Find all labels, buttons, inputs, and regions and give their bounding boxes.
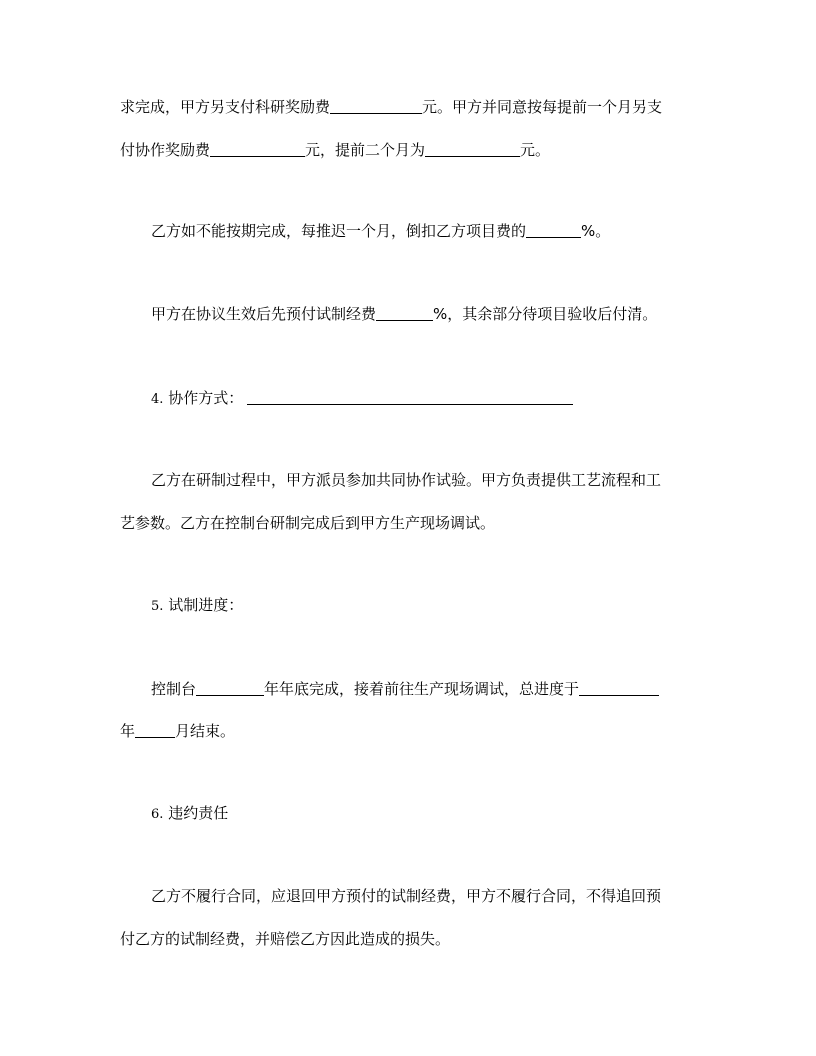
- blank-total-schedule-year: [579, 681, 659, 696]
- paragraph-cooperation-line-1: [151, 470, 661, 490]
- paragraph-cooperation-line-2: [120, 513, 495, 533]
- paragraph-prepayment: [151, 304, 657, 324]
- blank-penalty-percent: [526, 223, 581, 238]
- blank-prepayment-percent: [376, 306, 433, 321]
- text: 元。: [520, 141, 551, 159]
- blank-end-month: [135, 723, 175, 738]
- text: 月结束。: [175, 722, 236, 740]
- text: 元，提前二个月为: [305, 141, 426, 159]
- text: 乙方在研制过程中，甲方派员参加共同协作试验。甲方负责提供工艺流程和工: [151, 471, 662, 489]
- paragraph-penalty: [151, 221, 610, 241]
- section-number: 4.: [151, 392, 164, 407]
- paragraph-reward-line-1: [120, 97, 662, 117]
- section-label: 试制进度：: [168, 596, 244, 614]
- section-4-heading: [151, 388, 573, 410]
- blank-completion-year: [196, 681, 264, 696]
- paragraph-liability-line-2: [120, 929, 450, 949]
- section-6-heading: [151, 803, 228, 825]
- blank-two-month-amount: [425, 142, 520, 157]
- text: 付乙方的试制经费，并赔偿乙方因此造成的损失。: [120, 930, 451, 948]
- paragraph-schedule-line-1: [151, 679, 659, 699]
- blank-cooperation-reward-amount: [210, 142, 305, 157]
- text: 年: [120, 722, 136, 740]
- section-label: 违约责任: [168, 804, 229, 822]
- text: 付协作奖励费: [120, 141, 211, 159]
- section-number: 6.: [151, 807, 164, 822]
- text: 乙方不履行合同，应退回甲方预付的试制经费，甲方不履行合同，不得追回预: [151, 887, 662, 905]
- text: 甲方在协议生效后先预付试制经费: [151, 305, 377, 323]
- text: 乙方如不能按期完成，每推迟一个月，倒扣乙方项目费的: [151, 222, 527, 240]
- text: 控制台: [151, 680, 197, 698]
- text: 年年底完成，接着前往生产现场调试，总进度于: [264, 680, 580, 698]
- blank-research-reward-amount: [330, 99, 422, 114]
- paragraph-liability-line-1: [151, 886, 661, 906]
- paragraph-schedule-line-2: [120, 721, 235, 741]
- text: 元。甲方并同意按每提前一个月另支: [422, 98, 663, 116]
- text: 求完成，甲方另支付科研奖励费: [120, 98, 331, 116]
- text: 艺参数。乙方在控制台研制完成后到甲方生产现场调试。: [120, 514, 496, 532]
- blank-cooperation-method: [247, 390, 573, 405]
- section-5-heading: [151, 595, 243, 617]
- section-number: 5.: [151, 599, 164, 614]
- text: %，其余部分待项目验收后付清。: [433, 305, 658, 323]
- text: %。: [581, 222, 611, 240]
- paragraph-reward-line-2: [120, 140, 550, 160]
- section-label: 协作方式：: [168, 389, 244, 407]
